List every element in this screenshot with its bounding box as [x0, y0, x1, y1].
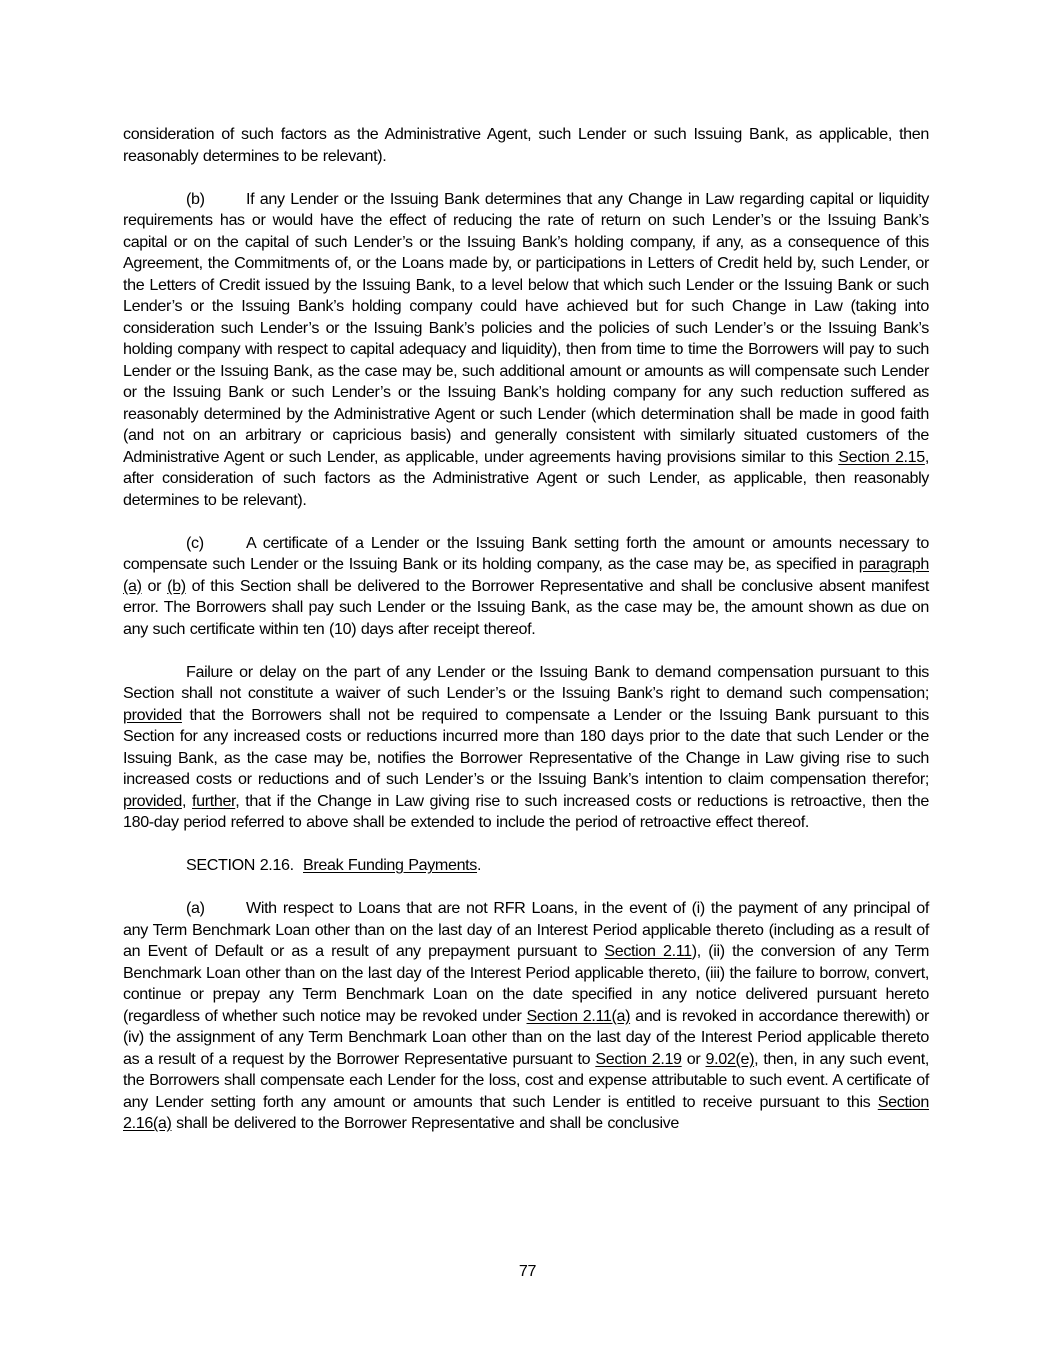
paragraph-b-text-end: , after consideration of such factors as the Administrative Agent or such Lender, as applicable, then reasonably determines to be relevant).: [123, 447, 929, 509]
failure-text-end: , that if the Change in Law giving rise to such increased costs or reductions is retroactive, then the 180-day period referred to above shall be extended to include the period of retroactive effect thereof.: [123, 791, 929, 831]
section-2-11-reference: Section 2.11: [604, 942, 692, 960]
paragraph-c-text: A certificate of a Lender or the Issuing Bank setting forth the amount or amounts necessary to compensate such Lender or the Issuing Bank or its holding company, as the case may be, as specified in: [123, 533, 929, 573]
paragraph-c: [123, 533, 929, 641]
paragraph-c-label: (c): [186, 533, 204, 552]
paragraph-2-16-a-text-4: , then, in any such event, the Borrowers shall compensate each Lender for the loss, cost and expense attributable to such event. A certificate of any Lender setting forth any amount or amounts that such Lender is entitled to receive pursuant to this: [123, 1049, 930, 1111]
paragraph-c-text-end: of this Section shall be delivered to the Borrower Representative and shall be conclusive absent manifest error. The Borrowers shall pay such Lender or the Issuing Bank, as the case may be, the amount shown as due on any such certificate within ten (10) days after receipt thereof.: [123, 576, 929, 638]
section-title: Break Funding Payments: [303, 856, 478, 874]
failure-text-2: that the Borrowers shall not be required to compensate a Lender or the Issuing Bank pursuant to this Section for any increased costs or reductions incurred more than 180 days prior to the date that such Lender or the Issuing Bank, as the case may be, notifies the Borrower Representative of the Change in Law giving rise to such increased costs or reductions and of such Lender’s or the Issuing Bank’s intention to claim compensation therefor;: [123, 705, 929, 788]
continuation-paragraph: [123, 124, 929, 167]
paragraph-b-text: If any Lender or the Issuing Bank determines that any Change in Law regarding capital or liquidity requirements has or would have the effect of reducing the rate of return on such Lender’s or the Issuing Bank’s capital or on the capital of such Lender’s or the Issuing Bank’s holding company, if any, as a consequence of this Agreement, the Commitments of, or the Loans made by, or participations in Letters of Credit held by, such Lender, or the Letters of Credit issued by the Issuing Bank, to a level below that which such Lender or the Issuing Bank or such Lender’s or the Issuing Bank’s holding company could have achieved but for such Change in Law (taking into consideration such Lender’s or the Issuing Bank’s policies and the policies of such Lender’s or the Issuing Bank’s holding company with respect to capital adequacy and liquidity), then from time to time the Borrowers will pay to such Lender or the Issuing Bank, as the case may be, such additional amount or amounts as will compensate such Lender or the Issuing Bank or such Lender’s or the Issuing Bank’s holding company for any such reduction suffered as reasonably determined by the Administrative Agent or such Lender (which determination shall be made in good faith (and not on an arbitrary or capricious basis) and generally consistent with similarly situated customers of the Administrative Agent or such Lender, as applicable, under agreements having provisions similar to this: [123, 189, 929, 466]
section-2-11a-reference: Section 2.11(a): [526, 1006, 631, 1025]
section-2-15-reference: Section 2.15: [838, 447, 925, 466]
further-term: further: [192, 791, 236, 810]
paragraph-2-16-a-text-end: shall be delivered to the Borrower Representative and shall be conclusive: [171, 1114, 679, 1132]
page-body: [123, 124, 929, 1135]
paragraph-2-16-a-text-2: ), (ii) the conversion of any Term Benchmark Loan other than on the last day of the Interest Period applicable thereto, (iii) the failure to borrow, convert, continue or prepay any Term Benchmark Loan on the date specified in any notice delivered pursuant hereto (regardless of whether such notice may be revoked under: [123, 942, 929, 1025]
paragraph-a-reference: paragraph (a): [123, 555, 929, 595]
failure-text: Failure or delay on the part of any Lender or the Issuing Bank to demand compensation pursuant to this Section shall not constitute a waiver of such Lender’s or the Issuing Bank’s right to demand such compensation;: [123, 662, 929, 702]
section-2-19-reference: Section 2.19: [595, 1049, 682, 1068]
section-title-period: .: [477, 856, 482, 874]
section-2-16-heading: [123, 855, 929, 877]
section-2-16a-reference: Section 2.16(a): [123, 1092, 929, 1132]
paragraph-b-label: (b): [186, 189, 205, 208]
section-number: SECTION 2.16.: [186, 856, 294, 874]
provided-term-2: provided: [123, 791, 182, 810]
paragraph-c-text-or: or: [141, 576, 168, 595]
paragraph-2-16-a-text-or: or: [681, 1049, 706, 1068]
failure-text-comma: ,: [181, 791, 192, 810]
paragraph-2-16-a-text-3: and is revoked in accordance therewith) or (iv) the assignment of any Term Benchmark Loan other than on the last day of the Interest Period applicable thereto as a result of a request by the Borrower Representative pursuant to: [123, 1006, 930, 1068]
paragraph-b: [123, 189, 929, 512]
paragraph-2-16-a-text: With respect to Loans that are not RFR Loans, in the event of (i) the payment of any principal of any Term Benchmark Loan other than on the last day of an Interest Period applicable thereto (including as a result of an Event of Default or as a result of any prepayment pursuant to: [123, 899, 929, 960]
page-number: 77: [518, 1262, 537, 1280]
paragraph-b-reference: (b): [167, 576, 186, 595]
paragraph-2-16-a-label: (a): [186, 899, 205, 917]
paragraph-2-16-a: [123, 898, 929, 1135]
failure-or-delay-paragraph: [123, 662, 929, 834]
section-9-02e-reference: 9.02(e): [705, 1049, 755, 1068]
continuation-text: consideration of such factors as the Administrative Agent, such Lender or such Issuing Bank, as applicable, then reasonably determines to be relevant).: [123, 125, 929, 165]
provided-term: provided: [123, 705, 182, 724]
